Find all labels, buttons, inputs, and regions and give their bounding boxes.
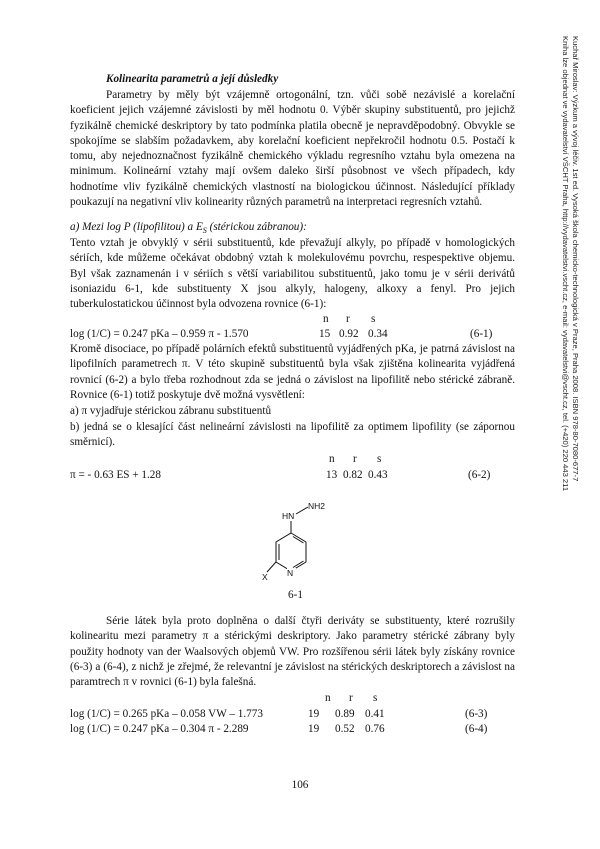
option-b: b) jedná se o klesající část nelineární závislosti na lipofilitě za optimem lipofility (se zápornou směrnicí).: [70, 421, 515, 449]
molecule-ring-n-label: N: [287, 568, 294, 578]
equation-6-3-r: 0.89: [335, 708, 355, 720]
equation-6-3: [70, 707, 520, 722]
section-title: Kolinearita parametrů a její důsledky: [106, 73, 279, 85]
equation-6-4: [70, 722, 520, 737]
molecule-caption: 6-1: [288, 589, 303, 601]
citation-line-2: Kniha lze objednat ve vydavatelství VŠCHT Praha, http://vydavatelstvi.vscht.cz, e-mail: vydavatelstvi@vscht.cz, tel. (+420) 220 443 211: [561, 36, 570, 492]
option-a: a) π vyjadřuje stérickou zábranu substituentů: [70, 405, 272, 417]
equation-6-4-s: 0.76: [365, 723, 385, 735]
stats-header-3: [70, 691, 520, 706]
stats-header-n: n: [323, 313, 329, 325]
equation-6-3-n: 19: [308, 708, 320, 720]
equation-6-2-s: 0.43: [368, 469, 388, 481]
equation-6-3-s: 0.41: [365, 708, 385, 720]
citation-sidebar: [560, 36, 580, 491]
equation-6-2-label: (6-2): [468, 469, 491, 481]
stats-header-3-r: r: [349, 692, 353, 704]
equation-6-3-label: (6-3): [465, 708, 488, 720]
equation-6-1-r: 0.92: [339, 328, 359, 340]
equation-6-1-n: 15: [319, 328, 331, 340]
citation-line-1: Kuchař Miroslav: Výzkum a vývoj léčiv. 1st ed. Vysoká škola chemicko-technologická v Praze, Praha 2008. ISBN 978-80-7080-677-7: [571, 36, 580, 482]
subsection-a-paragraph: Tento vztah je obvyklý v sérii substituentů, kde převažují alkyly, po případě v homologických sériích, kde můžeme očekávat obdobný vztah k molekulovému povrchu, respespektive objemu. Byl však zaznamenán i v sériích s větší variabilitou substituentů, jako tomu je v sérii derivátů isoniazidu 6-1, kde substituenty X jsou alkyly, halogeny, alkoxy a fenyl. Pro jejich tuberkulostatickou účinnost byla odvozena rovnice (6-1):: [70, 237, 515, 311]
equation-6-4-text: log (1/C) = 0.247 pKa – 0.304 π - 2.289: [70, 723, 249, 735]
equation-6-2-n: 13: [326, 469, 338, 481]
equation-6-1-label: (6-1): [470, 328, 493, 340]
intro-paragraph: Parametry by měly být vzájemně ortogonální, tzn. vůči sobě nezávislé a korelační koeficient jejich vzájemné závislosti by měl hodnotu 0. Výběr skupiny substituentů, pro jejichž fyzikálně chemické deskriptory by tato podmínka platila obecně je nepravděpodobný. Obvykle se spokojíme se slabším požadavkem, aby korelační koeficient nepřekročil hodnotu 0.5. Postačí k tomu, aby nejednoznačnost fyzikálně chemického výkladu regresního vztahu byla omezena na minimum. Kolineární vztahy mají ovšem daleko širší působnost ve všech případech, kdy hodnotíme vliv fyzikálně chemických vlastností na biologickou účinnost. Následující příklady poukazují na negativní vliv kolinearity různých parametrů na interpretaci regresních vztahů.: [70, 89, 515, 209]
equation-6-3-text: log (1/C) = 0.265 pKa – 0.058 VW – 1.773: [70, 708, 263, 720]
molecule-nh2-label: NH2: [308, 501, 326, 511]
paragraph-3: Série látek byla proto doplněna o další čtyři deriváty se substituenty, které rozrušily kolinearitu mezi parametry π a stérickými deskriptory. Jako parametry stérické zábrany byly použity hodnoty van der Waalsových objemů VW. Pro rozšířenou sérii látek byly získány rovnice (6-3) a (6-4), z nichž je zřejmé, že relevantní je závislost na stérických deskriptorech a závislost na paramtrech π v rovnici (6-1) byla falešná.: [70, 615, 515, 689]
stats-header-3-s: s: [373, 692, 378, 704]
equation-6-2: [70, 468, 520, 483]
bond-ring-x: [267, 562, 276, 572]
subsection-a-heading-sub: S: [202, 226, 207, 236]
pyridine-ring: [276, 533, 306, 571]
equation-6-1: [70, 327, 520, 342]
stats-header-1: [70, 312, 520, 327]
equation-6-1-s: 0.34: [368, 328, 388, 340]
isoniazid-structure: [258, 500, 348, 602]
equation-6-4-n: 19: [308, 723, 320, 735]
stats-header-s: s: [371, 313, 376, 325]
stats-header-3-n: n: [325, 692, 331, 704]
molecule-nh-label: HN: [282, 511, 295, 521]
molecule-x-label: X: [262, 572, 268, 582]
equation-6-2-text: π = - 0.63 ES + 1.28: [70, 469, 161, 481]
stats-header-r: r: [346, 313, 350, 325]
equation-6-2-r: 0.82: [343, 469, 363, 481]
stats-header-2-r: r: [353, 453, 357, 465]
paragraph-2: Kromě disociace, po případě polárních efektů substituentů vyjádřených pKa, je patrná závislost na lipofilních parametrech π. V této skupině substituentů byla však zjištěna kolinearita vyjádřená rovnicí (6-2) a bylo třeba rozhodnout zda se jedná o závislost na lipofilitě nebo stérické zábraně. Rovnice (6-1) totiž poskytuje dvě možná vysvětlení:: [70, 343, 515, 401]
stats-header-2-s: s: [377, 453, 382, 465]
stats-header-2-n: n: [329, 453, 335, 465]
equation-6-4-r: 0.52: [335, 723, 355, 735]
subsection-a-heading-tail: (stérickou zábranou):: [206, 221, 307, 233]
page-number: 106: [291, 779, 309, 791]
bond-n-n: [296, 507, 308, 514]
equation-6-4-label: (6-4): [465, 723, 488, 735]
stats-header-2: [70, 452, 520, 467]
subsection-a-heading-main: a) Mezi log P (lipofilitou) a E: [70, 221, 203, 233]
equation-6-1-text: log (1/C) = 0.247 pKa – 0.959 π - 1.570: [70, 328, 249, 340]
